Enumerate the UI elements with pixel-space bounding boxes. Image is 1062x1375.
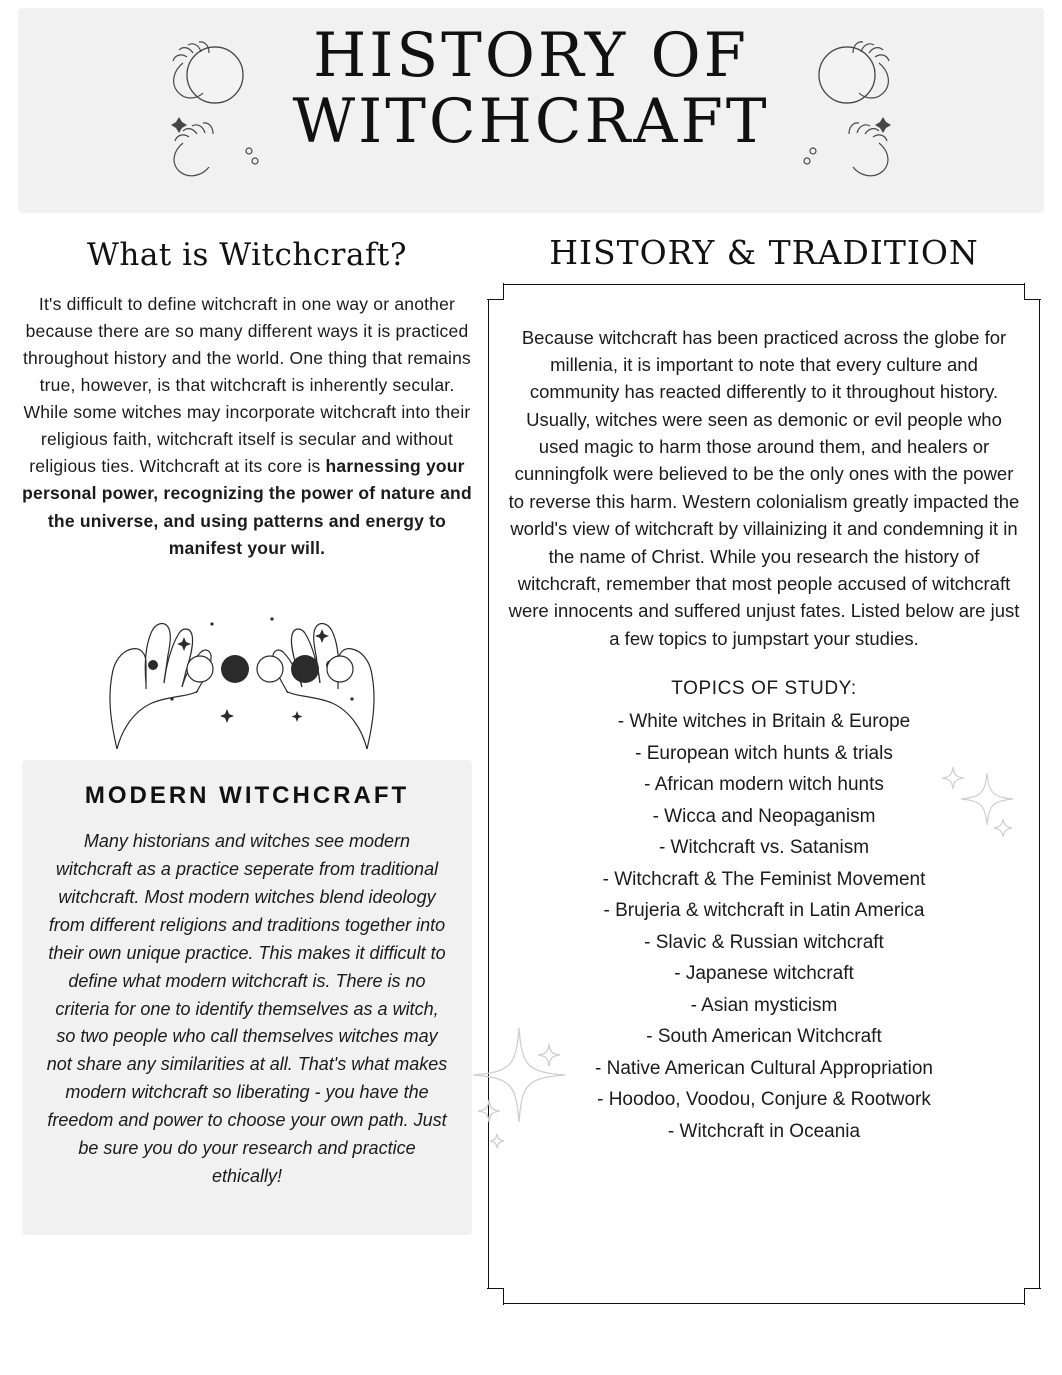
history-and-tradition-heading: HISTORY & TRADITION xyxy=(549,233,979,272)
what-is-witchcraft-paragraph-emphasis: harnessing your personal power, recognizing the power of nature and the universe, and using patterns and energy to manifest your will. xyxy=(22,456,472,558)
modern-witchcraft-heading: MODERN WITCHCRAFT xyxy=(84,782,410,810)
list-item: - Brujeria & witchcraft in Latin America xyxy=(603,900,925,922)
history-and-tradition-paragraph: Because witchcraft has been practiced across the globe for millenia, it is important to note that every culture and community has reacted differently to it throughout history. Usually, witches were seen as demonic or evil people who used magic to harm those around them, and healers or cunningfolk were believed to be the only ones with the power to reverse this harm. Western colonialism greatly impacted the world's view of witchcraft by villainizing it and condemning it in the name of Christ. While you research the history of witchcraft, remember that most people accused of witchcraft were innocents and suffered unjust fates. Listed below are just a few topics to jumpstart your studies. xyxy=(508,326,1020,649)
frame-corner-bottom-right xyxy=(1024,1288,1041,1305)
modern-witchcraft-paragraph: Many historians and witches see modern witchcraft as a practice seperate from traditional witchcraft. Most modern witches blend ideology from different religions and traditions together into their own unique practice. This makes it difficult to define what modern witchcraft is. There is no criteria for one to identify themselves as a witch, so two people who call themselves witches may not share any similarities at all. That's what makes modern witchcraft so liberating - you have the freedom and power to choose your own path. Just be sure you do your research and practice ethically! xyxy=(46,831,448,1186)
list-item: - Japanese witchcraft xyxy=(674,963,854,985)
list-item: - Witchcraft vs. Satanism xyxy=(658,837,870,859)
page-title-line-1: HISTORY OF xyxy=(313,20,749,91)
modern-witchcraft-panel xyxy=(22,760,472,1235)
right-column xyxy=(488,231,1040,1304)
list-item: - White witches in Britain & Europe xyxy=(617,711,911,732)
list-item: - Witchcraft in Oceania xyxy=(667,1120,861,1142)
page-title xyxy=(18,20,1044,157)
what-is-witchcraft-paragraph xyxy=(22,291,472,562)
content-columns xyxy=(0,213,1062,1304)
list-item: - Wicca and Neopaganism xyxy=(652,805,876,827)
topics-of-study-list xyxy=(507,706,1021,1147)
history-and-tradition-frame xyxy=(488,284,1040,1304)
left-column xyxy=(22,231,488,1304)
frame-corner-bottom-left xyxy=(487,1288,504,1305)
what-is-witchcraft-heading: What is Witchcraft? xyxy=(86,237,408,273)
page-title-line-2: WITCHCRAFT xyxy=(292,85,770,157)
topics-of-study-heading: TOPICS OF STUDY: xyxy=(671,678,857,699)
page-header xyxy=(18,8,1044,213)
list-item: - Slavic & Russian witchcraft xyxy=(644,931,884,953)
list-item: - Witchcraft & The Feminist Movement xyxy=(602,868,926,890)
list-item: - Asian mysticism xyxy=(690,994,838,1016)
hands-with-moon-phases-illustration xyxy=(22,579,472,754)
list-item: - South American Witchcraft xyxy=(646,1026,882,1048)
list-item: - Hoodoo, Voodou, Conjure & Rootwork xyxy=(597,1089,931,1111)
frame-corner-top-left xyxy=(487,283,504,300)
frame-corner-top-right xyxy=(1024,283,1041,300)
what-is-witchcraft-paragraph-regular: It's difficult to define witchcraft in one way or another because there are so many different ways it is practiced throughout history and the world. One thing that remains true, however, is that witchcraft is inherently secular. While some witches may incorporate witchcraft into their religious faith, witchcraft itself is secular and without religious ties. Witchcraft at its core is xyxy=(23,293,471,477)
list-item: - Native American Cultural Appropriation xyxy=(595,1057,933,1079)
list-item: - African modern witch hunts xyxy=(644,774,884,796)
list-item: - European witch hunts & trials xyxy=(635,742,893,764)
